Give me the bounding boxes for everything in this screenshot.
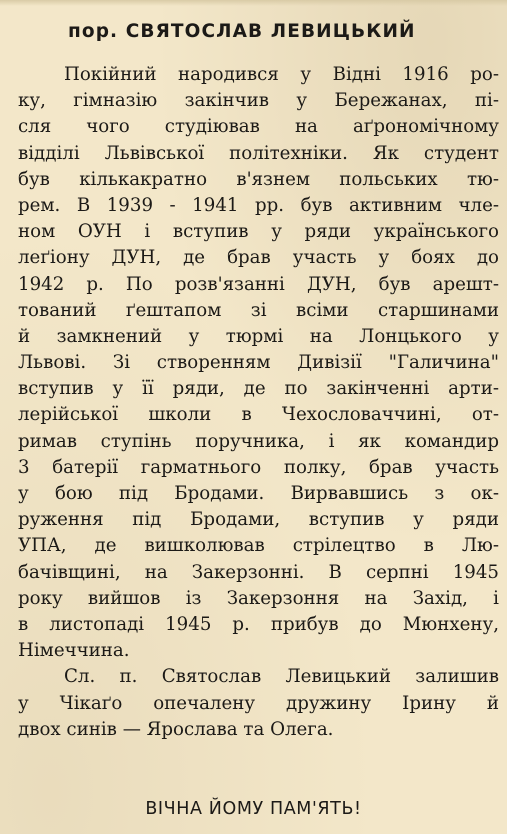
text-line: Львові. Зі створенням Дивізії "Галичина" (18, 352, 499, 374)
text-line: сля чого студіював на аґрономічному (18, 116, 499, 138)
text-line: у бою під Бродами. Вирвавшись з ок- (18, 483, 499, 504)
text-line: руження під Бродами, вступив у ряди (18, 509, 499, 531)
text-line: відділі Львівської політехніки. Як студент (18, 142, 499, 164)
text-line: в листопаді 1945 р. прибув до Мюнхену, (18, 613, 499, 635)
text-line: лерійської школи в Чехословаччині, от- (18, 404, 499, 426)
text-line: року вийшов із Закерзоння на Захід, і (18, 587, 499, 609)
text-line: 1942 р. По розв'язанні ДУН, був арешт- (18, 273, 499, 295)
obituary-text (18, 62, 499, 743)
text-line: римав ступінь поручника, і як командир (18, 430, 499, 452)
text-line: бачівщині, на Закерзонні. В серпні 1945 (18, 561, 499, 583)
text-line: УПА, де вишколював стрілецтво в Лю- (18, 535, 499, 557)
text-line: 3 батерії гарматнього полку, брав участь (18, 456, 499, 478)
text-line: леґіону ДУН, де брав участь у боях до (18, 247, 499, 269)
text-line: ном ОУН і вступив у ряди українського (18, 221, 499, 243)
text-line: Покійний народився у Відні 1916 ро- (64, 64, 499, 85)
text-line: був кількакратно в'язнем польських тю- (18, 168, 499, 190)
text-line: Німеччина. (18, 640, 130, 662)
text-line: й замкнений у тюрмі на Лонцького у (18, 325, 499, 347)
text-line: ку, гімназію закінчив у Бережанах, пі- (18, 90, 499, 112)
text-line: двох синів — Ярослава та Олега. (18, 718, 334, 740)
page-title: пор. СВЯТОСЛАВ ЛЕВИЦЬКИЙ (68, 21, 416, 42)
text-line: рем. В 1939 - 1941 рр. був активним чле- (18, 194, 499, 216)
memorial-closing: ВІЧНА ЙОМУ ПАМ'ЯТЬ! (145, 799, 362, 819)
text-line: у Чікаґо опечалену дружину Ірину й (18, 692, 499, 714)
text-line: тований ґештапом зі всіми старшинами (18, 299, 499, 321)
text-line: вступив у її ряди, де по закінченні арти- (18, 378, 499, 400)
text-line: Сл. п. Святослав Левицький залишив (64, 666, 499, 688)
